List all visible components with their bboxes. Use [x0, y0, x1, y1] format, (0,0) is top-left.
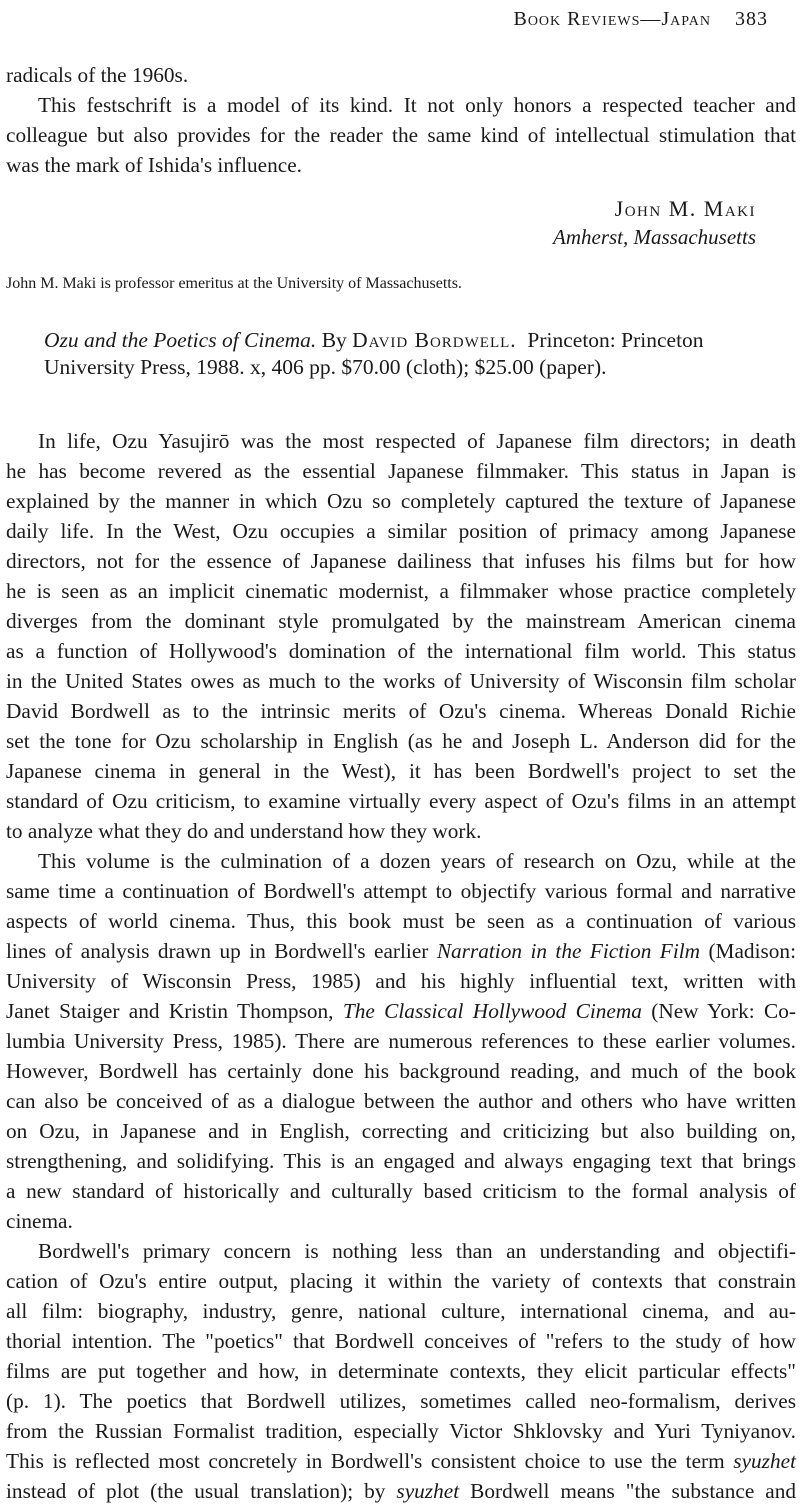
previous-review-ending — [6, 60, 796, 180]
citation-line — [44, 328, 704, 353]
text-line: Japanese cinema in general in the West), it has been Bordwell's project to set the — [6, 759, 796, 783]
review-body — [6, 426, 796, 1506]
text-line: standard of Ozu criticism, to examine virtually every aspect of Ozu's films in an attempt — [6, 789, 796, 813]
text-line: This festschrift is a model of its kind. It not only honors a respected teacher and — [38, 93, 796, 117]
page-number: 383 — [735, 8, 768, 30]
text-line: David Bordwell as to the intrinsic merits of Ozu's cinema. Whereas Donald Richie — [6, 699, 796, 723]
text-run: (New York: Co- — [641, 999, 796, 1023]
text-line: University of Wisconsin Press, 1985) and his highly influential text, written with — [6, 969, 796, 993]
text-line: on Ozu, in Japanese and in English, correcting and criticizing but also building on, — [6, 1119, 796, 1143]
text-line: was the mark of Ishida's influence. — [6, 153, 302, 177]
text-line — [6, 996, 796, 1026]
text-line: same time a continuation of Bordwell's attempt to objectify various formal and narrative — [6, 879, 796, 903]
text-line: he is seen as an implicit cinematic modernist, a filmmaker whose practice completely — [6, 579, 796, 603]
text-line — [6, 1446, 796, 1476]
text-line: However, Bordwell has certainly done his background reading, and much of the book — [6, 1059, 796, 1083]
text-line: in the United States owes as much to the works of University of Wisconsin film scholar — [6, 669, 796, 693]
text-line: a new standard of historically and culturally based criticism to the formal analysis of — [6, 1179, 796, 1203]
text-run: lines of analysis drawn up in Bordwell's earlier — [6, 939, 437, 963]
text-line: he has become revered as the essential Japanese filmmaker. This status in Japan is — [6, 459, 796, 483]
text-run: Bordwell means "the substance and — [459, 1479, 797, 1503]
text-line: all film: biography, industry, genre, national culture, international cinema, and au- — [6, 1299, 796, 1323]
text-line: films are put together and how, in determinate contexts, they elicit particular effects" — [6, 1359, 796, 1383]
text-line: Bordwell's primary concern is nothing less than an understanding and objectifi- — [38, 1239, 796, 1263]
text-line: strengthening, and solidifying. This is an engaged and always engaging text that brings — [6, 1149, 796, 1173]
text-line: to analyze what they do and understand how they work. — [6, 819, 482, 843]
text-line: colleague but also provides for the reader the same kind of intellectual stimulation that — [6, 123, 796, 147]
text-line: In life, Ozu Yasujirō was the most respected of Japanese film directors; in death — [38, 429, 796, 453]
text-run: instead of plot (the usual translation); by — [6, 1479, 397, 1503]
cited-title: Narration in the Fiction Film — [436, 939, 701, 963]
text-line: This volume is the culmination of a dozen years of research on Ozu, while at the — [38, 849, 796, 873]
running-head — [513, 8, 768, 31]
book-title: Ozu and the Poetics of Cinema. — [44, 328, 317, 352]
reviewer-location: Amherst, Massachusetts — [553, 225, 756, 249]
text-line: explained by the manner in which Ozu so completely captured the texture of Japanese — [6, 489, 796, 513]
text-run: This is reflected most concretely in Bordwell's consistent choice to use the term — [6, 1449, 734, 1473]
text-line: as a function of Hollywood's domination of the international film world. This status — [6, 639, 796, 663]
text-line — [6, 936, 796, 966]
text-line: from the Russian Formalist tradition, especially Victor Shklovsky and Yuri Tyniyanov. — [6, 1419, 796, 1443]
citation-by: By — [321, 328, 347, 352]
text-line: set the tone for Ozu scholarship in English (as he and Joseph L. Anderson did for the — [6, 729, 796, 753]
italic-term: syuzhet — [396, 1479, 460, 1503]
text-line: lumbia University Press, 1985). There are numerous references to these earlier volumes. — [6, 1029, 796, 1053]
text-line: daily life. In the West, Ozu occupies a similar position of primacy among Japanese — [6, 519, 796, 543]
text-line: radicals of the 1960s. — [6, 63, 189, 87]
book-publisher: Princeton: Princeton — [527, 328, 704, 352]
text-line: diverges from the dominant style promulgated by the mainstream American cinema — [6, 609, 796, 633]
text-line: thorial intention. The "poetics" that Bordwell conceives of "refers to the study of how — [6, 1329, 796, 1353]
text-run: (Madison: — [700, 939, 797, 963]
reviewer-name: John M. Maki — [614, 196, 756, 221]
text-line: (p. 1). The poetics that Bordwell utilizes, sometimes called neo-formalism, derives — [6, 1389, 796, 1413]
italic-term: syuzhet — [733, 1449, 796, 1473]
cited-title: The Classical Hollywood Cinema — [342, 999, 642, 1023]
text-line: cation of Ozu's entire output, placing it within the variety of contexts that constrain — [6, 1269, 796, 1293]
text-line — [6, 1476, 796, 1506]
text-line: can also be conceived of as a dialogue between the author and others who have written — [6, 1089, 796, 1113]
book-author: David Bordwell. — [352, 328, 517, 352]
text-line: cinema. — [6, 1209, 73, 1233]
text-line: directors, not for the essence of Japanese dailiness that infuses his films but for how — [6, 549, 796, 573]
book-publication-details: University Press, 1988. x, 406 pp. $70.00 (cloth); $25.00 (paper). — [44, 355, 607, 379]
text-line: aspects of world cinema. Thus, this book must be seen as a continuation of various — [6, 909, 796, 933]
book-citation — [44, 328, 704, 380]
running-head-title: Book Reviews—Japan — [513, 8, 711, 30]
reviewer-note: John M. Maki is professor emeritus at the University of Massachusetts. — [6, 275, 462, 292]
text-run: Janet Staiger and Kristin Thompson, — [6, 999, 343, 1023]
